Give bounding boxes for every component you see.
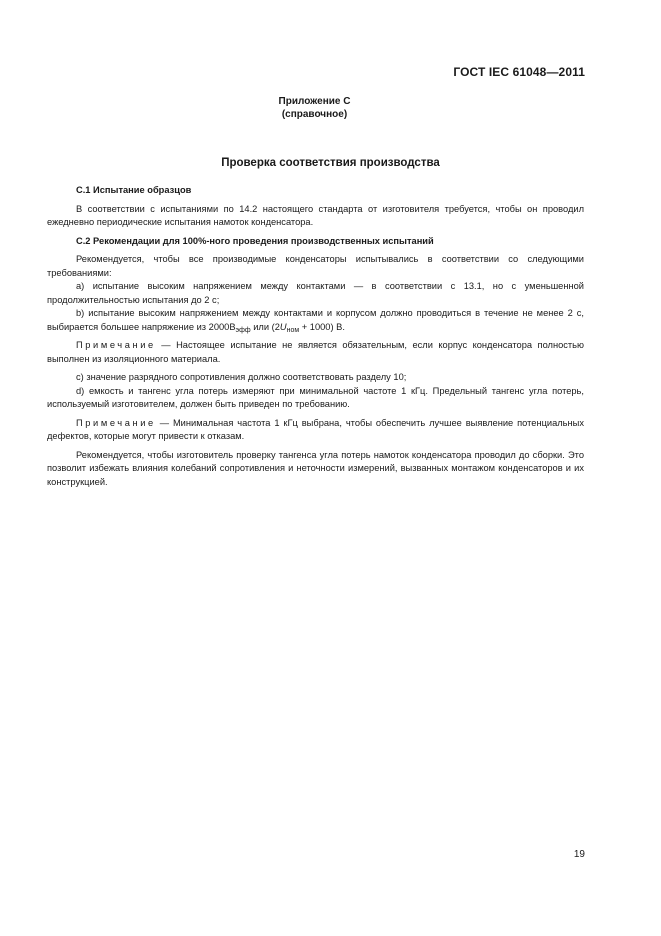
appendix-subtitle: (справочное) <box>281 109 348 120</box>
page-number: 19 <box>573 849 585 860</box>
final-paragraph: Рекомендуется, чтобы изготовитель проверку тангенса угла потерь намоток конденсатора проводил до сборки. Это позволит избежать влияния колебаний сопротивления и неточности измерений, вызванных монтажом конденсаторов и их конструкцией. <box>47 449 584 487</box>
item-a: а) испытание высоким напряжением между контактами — в соответствии с 13.1, но с уменьшенной продолжительностью испытания до 2 с; <box>47 281 584 305</box>
item-d: d) емкость и тангенс угла потерь измеряют при минимальной частоте 1 кГц. Предельный тангенс угла потерь, используемый изготовителем, должен быть приведен по требованию. <box>47 385 584 409</box>
note-2: Примечание — Минимальная частота 1 кГц выбрана, чтобы обеспечить лучшее выявление потенциальных дефектов, которые могут привести к отказам. <box>47 417 584 441</box>
section-title: Проверка соответствия производства <box>221 157 440 169</box>
appendix-heading <box>0 95 661 121</box>
document-body <box>47 184 584 489</box>
c2-heading: С.2 Рекомендации для 100%-ного проведения производственных испытаний <box>76 235 434 246</box>
standard-code: ГОСТ IEC 61048—2011 <box>453 65 585 79</box>
note-label: Примечание <box>76 340 156 350</box>
c1-paragraph: В соответствии с испытаниями по 14.2 настоящего стандарта от изготовителя требуется, чтобы он проводил ежедневно периодические испытания намоток конденсатора. <box>47 203 584 227</box>
item-c: с) значение разрядного сопротивления должно соответствовать разделу 10; <box>76 372 407 382</box>
c1-heading: С.1 Испытание образцов <box>76 185 192 195</box>
c2-intro: Рекомендуется, чтобы все производимые конденсаторы испытывались в соответствии со следующими требованиями: <box>47 254 584 278</box>
appendix-title: Приложение С <box>278 96 351 107</box>
note-1: Примечание — Настоящее испытание не является обязательным, если корпус конденсатора полностью выполнен из изоляционного материала. <box>47 340 584 364</box>
item-b: b) испытание высоким напряжением между контактами и корпусом должно проводиться в течение не менее 2 с, выбирается большее напряжение из $2000В_{эфф}$ или $(2U_{ном} + 1000)$ В. <box>47 308 584 334</box>
note-label: Примечание <box>76 417 156 428</box>
